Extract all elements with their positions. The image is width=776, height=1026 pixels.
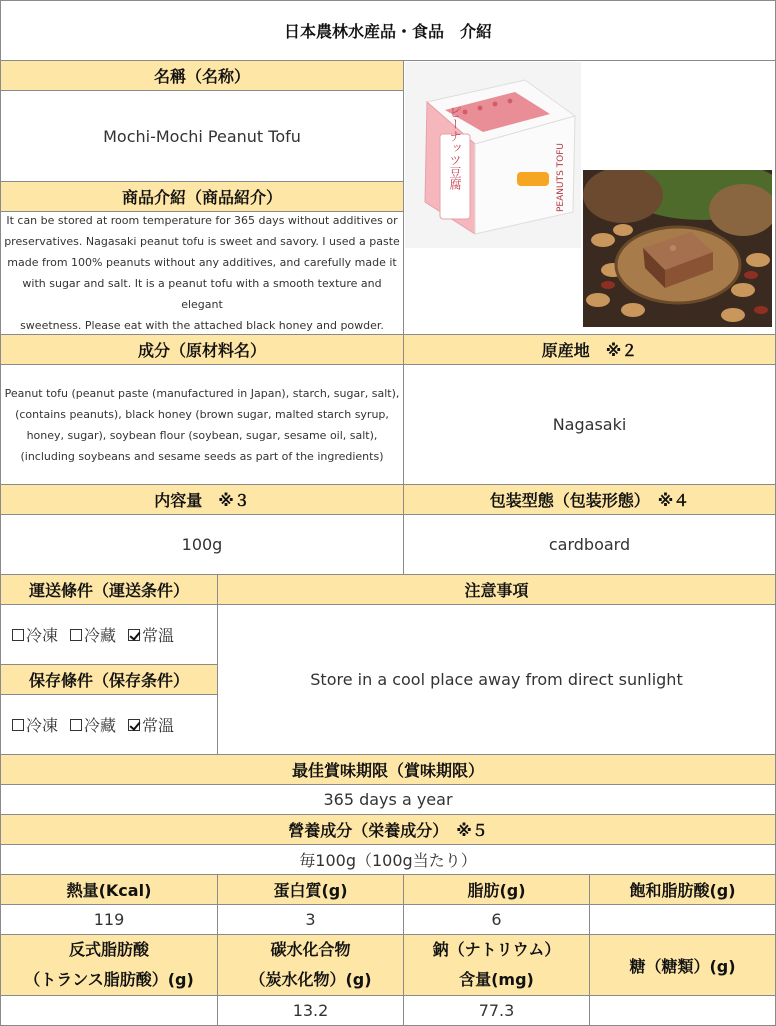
nutrition-col-calories: 熱量(Kcal) [0,874,218,905]
nutrition-col-trans-fat [0,934,218,996]
best-before-header: 最佳賞味期限（賞味期限） [0,754,776,785]
option-label: 常溫 [142,626,175,645]
header-line: 含量(mg) [459,970,534,989]
notes-value: Store in a cool place away from direct sunlight [217,604,776,755]
nutrition-basis: 毎100g（100g当たり） [0,844,776,875]
nutrition-sugar-value [589,995,776,1026]
option-label: 常溫 [142,716,175,735]
nutrition-col-sugar: 糖（糖類）(g) [589,934,776,996]
header-line: （炭水化物）(g) [249,970,372,989]
header-line: （トランス脂肪酸）(g) [24,970,194,989]
peanut-tofu-package-photo [405,62,581,248]
transport-option-ambient[interactable] [128,623,174,646]
checkbox-icon[interactable] [70,719,82,731]
nutrition-col-fat: 脂肪(g) [403,874,590,905]
intro-line: with sugar and salt. It is a peanut tofu with a smooth texture and elegant [22,277,382,311]
checkbox-checked-icon[interactable] [128,629,140,641]
origin-header: 原産地 ※２ [403,334,776,365]
packaging-header: 包装型態（包装形態） ※４ [403,484,776,515]
nutrition-carbohydrate-value: 13.2 [217,995,404,1026]
header-line: 鈉（ナトリウム） [432,940,561,959]
ingredients-line: (contains peanuts), black honey (brown sugar, malted starch syrup, [15,407,389,421]
ingredients-line: (including soybeans and sesame seeds as part of the ingredients) [20,449,384,463]
header-line: 反式脂肪酸 [68,940,149,959]
nutrition-saturated-fat-value [589,904,776,935]
option-label: 冷凍 [26,716,59,735]
packaging-value: cardboard [403,514,776,575]
storage-header: 保存條件（保存条件） [0,664,218,695]
nutrition-calories-value: 119 [0,904,218,935]
nutrition-col-sodium [403,934,590,996]
nutrition-sodium-value: 77.3 [403,995,590,1026]
content-value: 100g [0,514,404,575]
checkbox-icon[interactable] [12,719,24,731]
intro-line: preservatives. Nagasaki peanut tofu is sweet and savory. I used a paste [4,235,400,248]
header-line: 碳水化合物 [270,940,351,959]
notes-header: 注意事項 [217,574,776,605]
option-label: 冷凍 [26,626,59,645]
transport-options [0,604,218,665]
best-before-value: 365 days a year [0,784,776,815]
nutrition-trans-fat-value [0,995,218,1026]
ingredients-line: honey, sugar), soybean flour (soybean, sugar, sesame oil, salt), [26,428,378,442]
nutrition-fat-value: 6 [403,904,590,935]
ingredients-header: 成分（原材料名） [0,334,404,365]
transport-header: 運送條件（運送条件） [0,574,218,605]
ingredients-text [0,364,404,485]
transport-option-chilled[interactable] [70,623,116,646]
transport-option-frozen[interactable] [12,623,58,646]
package-label-side: PEANUTS TOFU [556,142,566,212]
nutrition-col-protein: 蛋白質(g) [217,874,404,905]
intro-line: made from 100% peanuts without any additives, and carefully made it [7,256,397,269]
intro-line: It can be stored at room temperature for 365 days without additives or [6,214,398,227]
checkbox-icon[interactable] [12,629,24,641]
nutrition-protein-value: 3 [217,904,404,935]
name-header: 名稱（名称） [0,60,404,91]
storage-option-ambient[interactable] [128,713,174,736]
option-label: 冷藏 [84,716,117,735]
product-name: Mochi-Mochi Peanut Tofu [0,90,404,182]
content-header: 内容量 ※３ [0,484,404,515]
intro-header: 商品介紹（商品紹介） [0,181,404,212]
nutrition-header: 營養成分（栄養成分） ※５ [0,814,776,845]
intro-text [0,211,404,335]
storage-options [0,694,218,755]
storage-option-chilled[interactable] [70,713,116,736]
nutrition-col-saturated-fat: 飽和脂肪酸(g) [589,874,776,905]
origin-value: Nagasaki [403,364,776,485]
page-title: 日本農林水産品・食品 介紹 [0,0,776,61]
checkbox-icon[interactable] [70,629,82,641]
intro-line: sweetness. Please eat with the attached black honey and powder. [20,319,384,332]
option-label: 冷藏 [84,626,117,645]
checkbox-checked-icon[interactable] [128,719,140,731]
peanut-tofu-dish-photo [583,170,772,327]
nutrition-col-carbohydrate [217,934,404,996]
package-label-main: ピーナッツ豆腐 [448,106,462,190]
storage-option-frozen[interactable] [12,713,58,736]
ingredients-line: Peanut tofu (peanut paste (manufactured in Japan), starch, sugar, salt), [4,386,400,400]
